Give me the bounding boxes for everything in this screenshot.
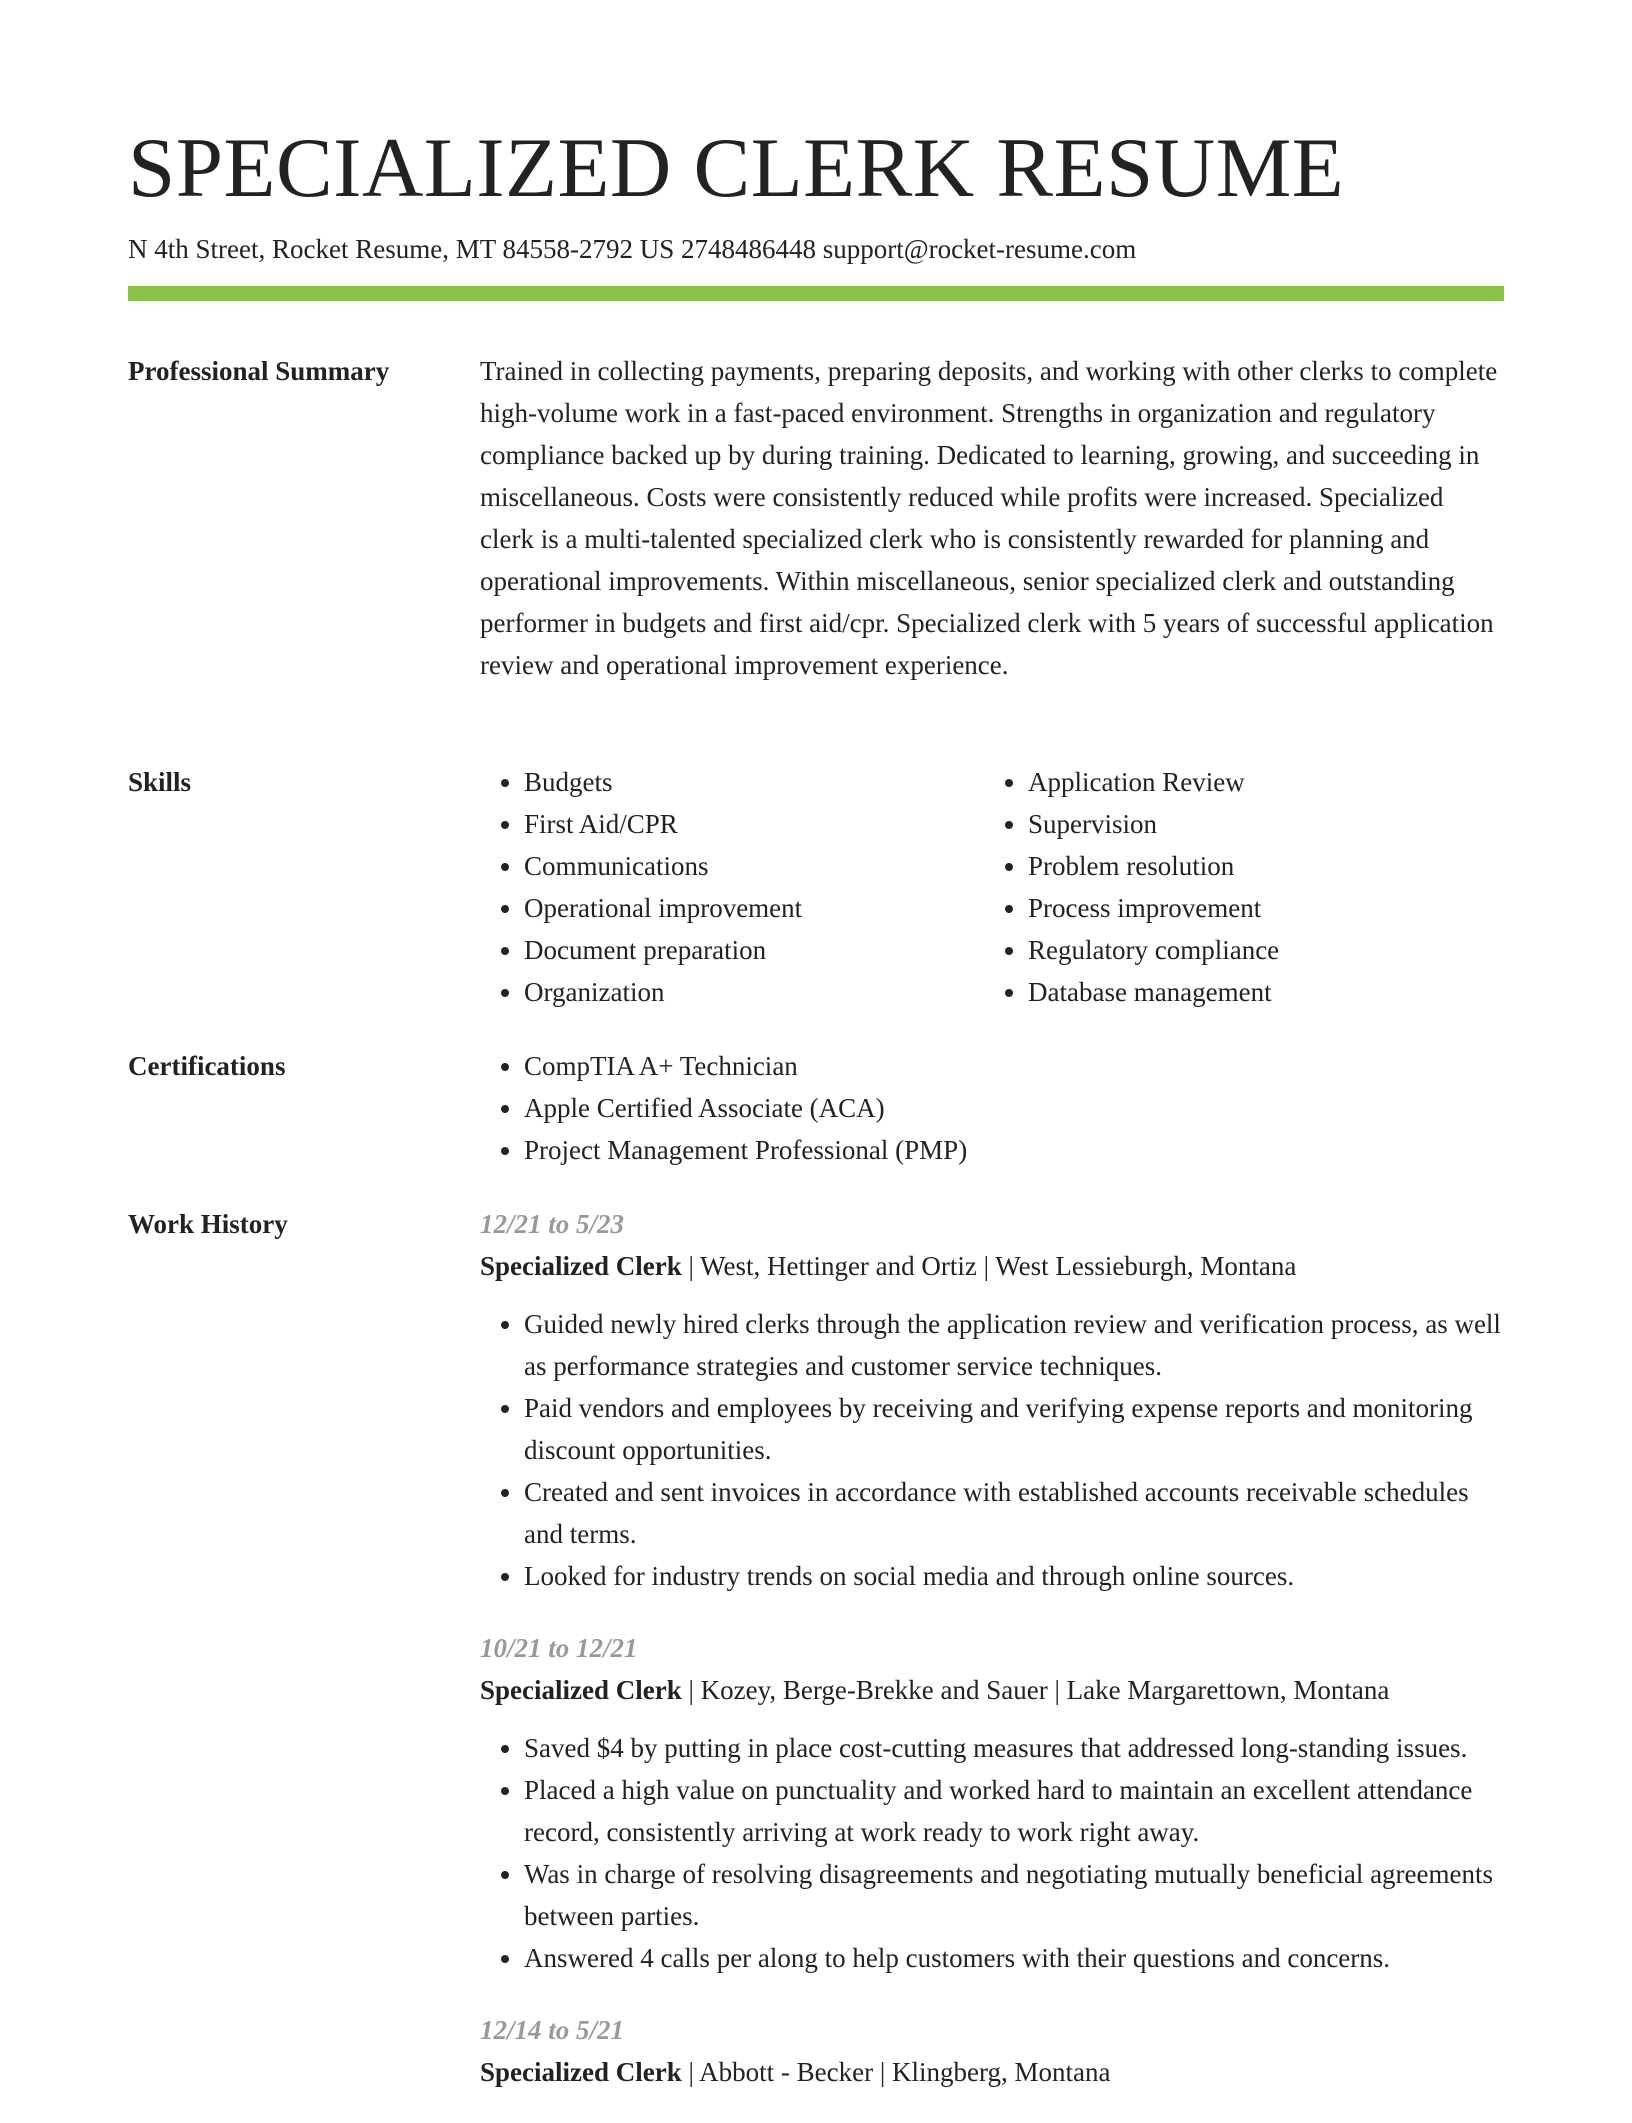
contact-line: N 4th Street, Rocket Resume, MT 84558-2792 US 2748486448 support@rocket-resume.com: [128, 234, 1137, 264]
job-bullets: [480, 1303, 1504, 1597]
skill-item: • Organization: [524, 971, 984, 1013]
job-bullet: • Answered 4 calls per along to help customers with their questions and concerns.: [524, 1937, 1504, 1979]
certifications-heading: Certifications: [128, 1051, 286, 1081]
skills-list-left: [480, 761, 984, 1013]
certification-item: • Apple Certified Associate (ACA): [524, 1087, 1504, 1129]
work-history-heading: Work History: [128, 1209, 288, 1239]
job-dates: 10/21 to 12/21: [480, 1633, 638, 1663]
skill-item: • Supervision: [1028, 803, 1488, 845]
job-bullet: • Guided newly hired clerks through the application review and verification process, as well as performance strategies and customer service techniques.: [524, 1303, 1504, 1387]
skill-item: • Operational improvement: [524, 887, 984, 929]
job-bullet: • Created and sent invoices in accordance with established accounts receivable schedules and terms.: [524, 1471, 1504, 1555]
skills-heading: Skills: [128, 767, 192, 797]
job-entry: [480, 1627, 1504, 1979]
summary-heading: Professional Summary: [128, 356, 390, 386]
work-history-body: [480, 1203, 1504, 2123]
job-title: Specialized Clerk: [480, 1675, 682, 1705]
skills-column-right: [984, 761, 1488, 1013]
skill-item: • Communications: [524, 845, 984, 887]
skill-item: • Process improvement: [1028, 887, 1488, 929]
job-title-line: [480, 1669, 1504, 1711]
job-title-line: [480, 2051, 1504, 2093]
job-title: Specialized Clerk: [480, 2057, 682, 2087]
header-divider: [128, 286, 1504, 301]
skill-item: • First Aid/CPR: [524, 803, 984, 845]
job-employer-location: | Abbott - Becker | Klingberg, Montana: [681, 2057, 1111, 2087]
job-dates: 12/14 to 5/21: [480, 2015, 625, 2045]
job-employer-location: | West, Hettinger and Ortiz | West Lessieburgh, Montana: [681, 1251, 1297, 1281]
skill-item: • Document preparation: [524, 929, 984, 971]
job-bullet: • Placed a high value on punctuality and worked hard to maintain an excellent attendance record, consistently arriving at work ready to work right away.: [524, 1769, 1504, 1853]
job-bullet: • Saved $4 by putting in place cost-cutting measures that addressed long-standing issues.: [524, 1727, 1504, 1769]
job-entry: [480, 2009, 1504, 2093]
skill-item: • Database management: [1028, 971, 1488, 1013]
job-bullets: [480, 1727, 1504, 1979]
job-title: Specialized Clerk: [480, 1251, 682, 1281]
skills-list-right: [984, 761, 1488, 1013]
skill-item: • Budgets: [524, 761, 984, 803]
certification-item: • CompTIA A+ Technician: [524, 1045, 1504, 1087]
skills-body: [480, 761, 1504, 1013]
skills-column-left: [480, 761, 984, 1013]
summary-text: Trained in collecting payments, preparing deposits, and working with other clerks to complete high-volume work in a fast-paced environment. Strengths in organization and regulatory compliance backed up by during training. Dedicated to learning, growing, and succeeding in miscellaneous. Costs were consistently reduced while profits were increased. Specialized clerk is a multi-talented specialized clerk who is consistently rewarded for planning and operational improvements. Within miscellaneous, senior specialized clerk and outstanding performer in budgets and first aid/cpr. Specialized clerk with 5 years of successful application review and operational improvement experience.: [480, 356, 1498, 680]
job-employer-location: | Kozey, Berge-Brekke and Sauer | Lake Margarettown, Montana: [681, 1675, 1390, 1705]
job-entry: [480, 1203, 1504, 1597]
certifications-body: [480, 1045, 1504, 1171]
resume-title: SPECIALIZED CLERK RESUME: [128, 121, 1345, 215]
job-bullet: • Paid vendors and employees by receiving and verifying expense reports and monitoring discount opportunities.: [524, 1387, 1504, 1471]
job-dates: 12/21 to 5/23: [480, 1209, 625, 1239]
skill-item: • Regulatory compliance: [1028, 929, 1488, 971]
job-bullet: • Was in charge of resolving disagreements and negotiating mutually beneficial agreements between parties.: [524, 1853, 1504, 1937]
job-bullet: • Looked for industry trends on social media and through online sources.: [524, 1555, 1504, 1597]
job-title-line: [480, 1245, 1504, 1287]
skill-item: • Problem resolution: [1028, 845, 1488, 887]
skill-item: • Application Review: [1028, 761, 1488, 803]
certifications-list: [480, 1045, 1504, 1171]
certification-item: • Project Management Professional (PMP): [524, 1129, 1504, 1171]
skills-grid: [480, 761, 1504, 1013]
